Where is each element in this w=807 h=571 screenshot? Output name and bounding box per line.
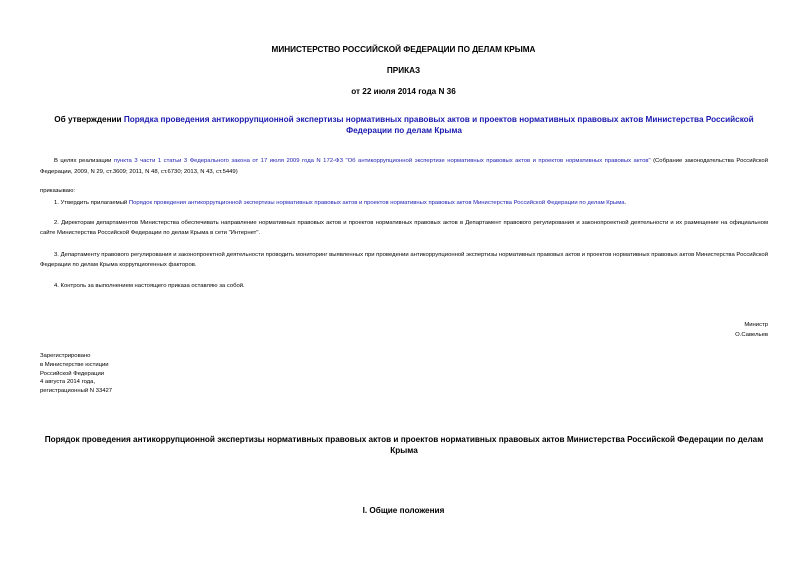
registration-line-5: регистрационный N 33427 <box>40 388 113 395</box>
preamble-intro: В целях реализации <box>54 158 114 164</box>
item-4: 4. Контроль за выполнением настоящего приказа оставляю за собой. <box>54 283 245 289</box>
section-1-heading: I. Общие положения <box>362 506 445 515</box>
item-1-suffix: . <box>624 200 627 206</box>
registration-block <box>40 352 112 396</box>
order-title-prefix: Об утверждении <box>54 115 124 124</box>
signature-position: Министр <box>744 322 768 328</box>
registration-line-1: Зарегистрировано <box>40 353 91 359</box>
signature-block <box>735 321 768 340</box>
preamble-law-link[interactable]: пункта 3 части 1 статьи 3 Федерального закона от 17 июля 2009 года N 172-ФЗ "Об антикоррупционной экспертизе нормативных правовых актов и проектов нормативных правовых актов" <box>113 158 651 164</box>
item-1-prefix: 1. Утвердить прилагаемый <box>54 200 129 206</box>
annex-title: Порядок проведения антикоррупционной экспертизы нормативных правовых актов и проектов нормативных правовых актов Министерства Российской Федерации по делам Крыма <box>44 435 764 455</box>
ministry-heading: МИНИСТЕРСТВО РОССИЙСКОЙ ФЕДЕРАЦИИ ПО ДЕЛАМ КРЫМА <box>271 45 536 54</box>
order-title-link[interactable]: Порядка проведения антикоррупционной экспертизы нормативных правовых актов и проектов нормативных правовых актов Министерства Российской Федерации по делам Крыма <box>123 115 754 135</box>
item-1-link[interactable]: Порядок проведения антикоррупционной экспертизы нормативных правовых актов и проектов нормативных правовых актов Министерства Российской Федерации по делам Крыма <box>128 200 625 206</box>
item-2: 2. Директорам департаментов Министерства обеспечивать направление нормативных правовых актов и проектов нормативных правовых актов в Департамент правового регулирования и законопроектной деятельности и их размещение на официальном сайте Министерства Российской Федерации по делам Крыма в сети "Интернет". <box>40 220 768 236</box>
registration-line-2: в Министерстве юстиции <box>40 361 109 368</box>
registration-line-3: Российской Федерации <box>40 370 105 377</box>
registration-line-4: 4 августа 2014 года, <box>40 379 96 386</box>
doc-type-heading: ПРИКАЗ <box>386 66 421 75</box>
date-number-heading: от 22 июля 2014 года N 36 <box>351 87 456 96</box>
signature-name: О.Савельев <box>735 331 768 338</box>
preamble-paragraph <box>40 156 768 177</box>
item-1 <box>40 198 768 208</box>
order-word: приказываю: <box>40 188 76 194</box>
preamble-source: (Собрание законодательства Российской Федерации, 2009, N 29, ст.3609; 2011, N 48, ст.6730; 2013, N 43, ст.5449) <box>40 158 768 175</box>
order-title <box>40 114 768 136</box>
item-3: 3. Департаменту правового регулирования и законопроектной деятельности проводить мониторинг выявленных при проведении антикоррупционной экспертизы нормативных правовых актов и проектов нормативных правовых актов Министерства Российской Федерации по делам Крыма коррупциогенных факторов. <box>40 252 768 268</box>
